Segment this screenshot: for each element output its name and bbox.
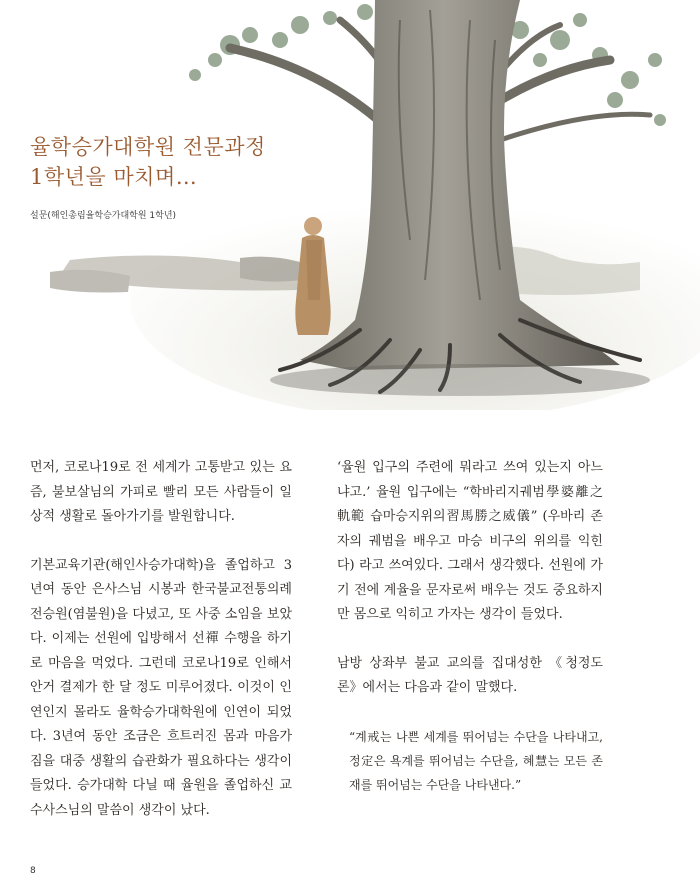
paragraph: 기본교육기관(해인사승가대학)을 졸업하고 3년여 동안 은사스님 시봉과 한국불교전통의례전승원(염불원)을 다녔고, 또 사중 소임을 보았다. 이제는 선원에 입방해서 선禪 수행을 하기로 마음을 먹었다. 그런데 코로나19로 인해서 안거 결제가 한 달 정도 미루어졌다. 이것이 인연인지 몰라도 율학승가대학원에 인연이 되었다. 3년여 동안 조금은 흐트러진 몸과 마음가짐을 대중 생활의 습관화가 필요하다는 생각이 들었다. 승가대학 다닐 때 율원을 졸업하신 교수사스님의 말씀이 생각이 났다. [30,557,292,818]
article-title-line-2: 1학년을 마치며… [30,165,198,189]
paragraph: 먼저, 코로나19로 전 세계가 고통받고 있는 요즘, 불보살님의 가피로 빨리 모든 사람들이 일상적 생활로 돌아가기를 발원합니다. [30,460,292,524]
tree-monk-illustration [0,0,700,410]
article-title [30,132,266,192]
page-number: 8 [30,866,36,876]
left-column [30,456,292,847]
paragraph: ‘율원 입구의 주련에 뭐라고 쓰여 있는지 아느냐고.’ 율원 입구에는 “학바리지궤범學婆離之軌範 습마승지위의習馬勝之威儀” (우바리 존자의 궤범을 배우고 마승 비구의 위의를 익힌다) 라고 쓰여있다. 그래서 생각했다. 선원에 가기 전에 계율을 문자로써 배우는 것도 중요하지만 몸으로 익히고 가자는 생각이 들었다. [337,460,603,622]
paragraph: 남방 상좌부 불교 교의를 집대성한 《청정도론》에서는 다음과 같이 말했다. [337,655,603,695]
fallen-log [50,255,302,292]
author-byline: 설문(해인총림율학승가대학원 1학년) [30,211,177,221]
right-column [337,456,603,821]
block-quote: “계戒는 나쁜 세계를 뛰어넘는 수단을 나타내고, 정定은 욕계를 뛰어넘는 수단을, 혜慧는 모든 존재를 뛰어넘는 수단을 나타낸다.” [349,729,603,792]
article-title-line-1: 율학승가대학원 전문과정 [30,135,266,159]
